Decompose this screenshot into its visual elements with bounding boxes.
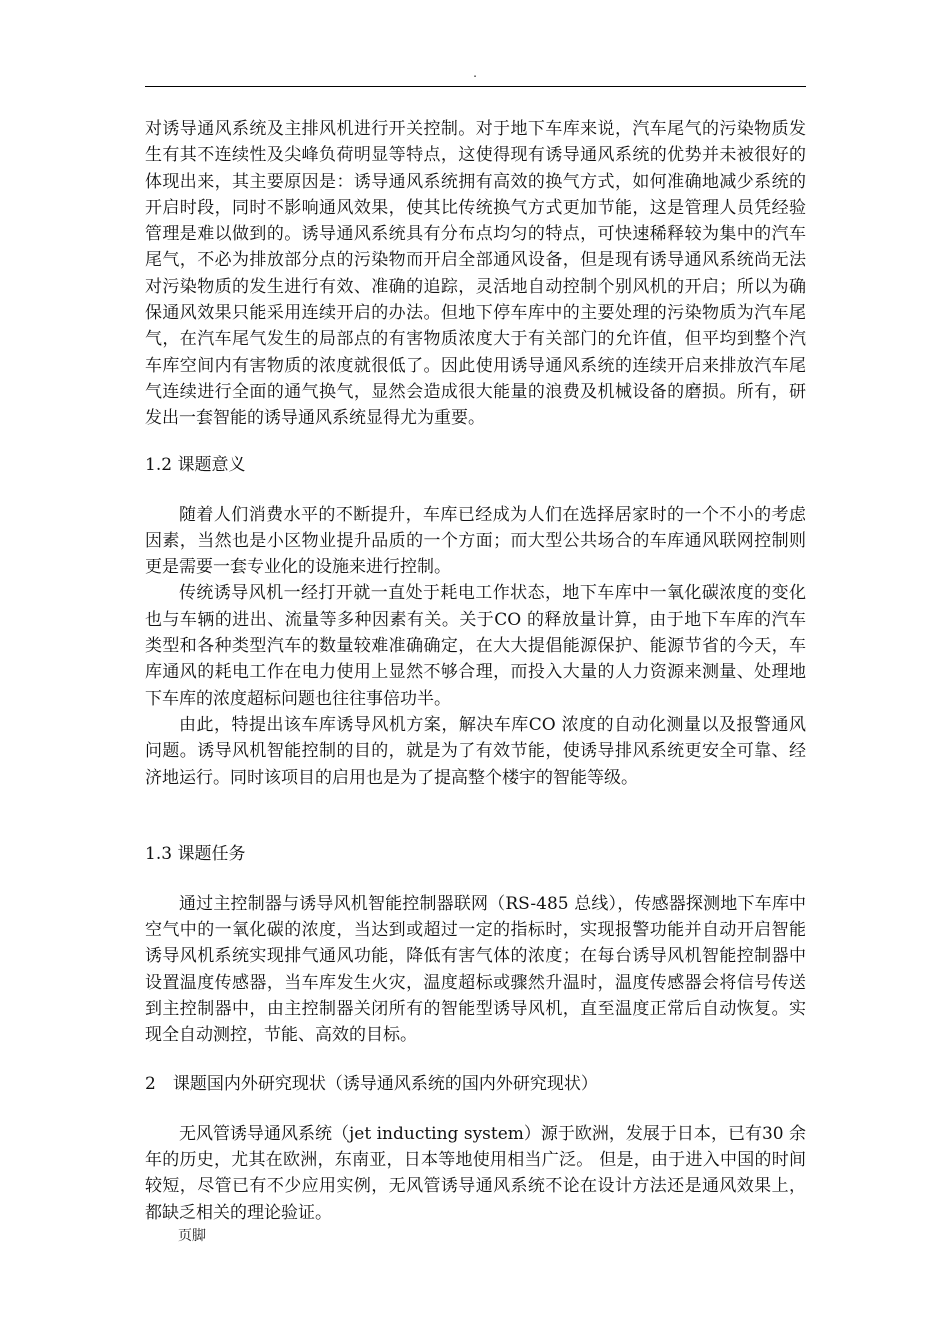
section-2-heading: 2 课题国内外研究现状（诱导通风系统的国内外研究现状）	[145, 1073, 598, 1094]
section-1-3-paragraph: 通过主控制器与诱导风机智能控制器联网（RS-485 总线），传感器探测地下车库中空气中的一氧化碳的浓度，当达到或超过一定的指标时，实现报警功能并自动开启智能诱导风机系统实现排气通风功能，降低有害气体的浓度；在每台诱导风机智能控制器中设置温度传感器，当车库发生火灾，温度超标或骤然升温时，温度传感器会将信号传送到主控制器中，由主控制器关闭所有的智能型诱导风机，直至温度正常后自动恢复。实现全自动测控，节能、高效的目标。	[145, 893, 806, 1046]
intro-paragraph: 对诱导通风系统及主排风机进行开关控制。对于地下车库来说，汽车尾气的污染物质发生有其不连续性及尖峰负荷明显等特点，这使得现有诱导通风系统的优势并未被很好的体现出来，其主要原因是：诱导通风系统拥有高效的换气方式，如何准确地减少系统的开启时段，同时不影响通风效果，使其比传统换气方式更加节能，这是管理人员凭经验管理是难以做到的。诱导通风系统具有分布点均匀的特点，可快速稀释较为集中的汽车尾气，不必为排放部分点的污染物而开启全部通风设备，但是现有诱导通风系统尚无法对污染物质的发生进行有效、准确的追踪，灵活地自动控制个别风机的开启；所以为确保通风效果只能采用连续开启的办法。但地下停车库中的主要处理的污染物质为汽车尾气，在汽车尾气发生的局部点的有害物质浓度大于有关部门的允许值，但平均到整个汽车库空间内有害物质的浓度就很低了。因此使用诱导通风系统的连续开启来排放汽车尾气连续进行全面的通气换气，显然会造成很大能量的浪费及机械设备的磨损。所有，研发出一套智能的诱导通风系统显得尤为重要。	[145, 119, 806, 429]
section-2-paragraph: 无风管诱导通风系统（jet inducting system）源于欧洲，发展于日本，已有30 余年的历史，尤其在欧洲，东南亚，日本等地使用相当广泛。 但是，由于进入中国的时间较短，尽管已有不少应用实例，无风管诱导通风系统不论在设计方法还是通风效果上，都缺乏相关的理论验证。	[145, 1123, 806, 1223]
section-1-2-paragraph-2: 传统诱导风机一经打开就一直处于耗电工作状态，地下车库中一氧化碳浓度的变化也与车辆的进出、流量等多种因素有关。关于CO 的释放量计算，由于地下车库的汽车类型和各种类型汽车的数量较难准确确定，在大大提倡能源保护、能源节省的今天，车库通风的耗电工作在电力使用上显然不够合理，而投入大量的人力资源来测量、处理地下车库的浓度超标问题也往往事倍功半。	[145, 583, 806, 709]
section-1-2-paragraph-3: 由此，特提出该车库诱导风机方案，解决车库CO 浓度的自动化测量以及报警通风问题。诱导风机智能控制的目的，就是为了有效节能，使诱导排风系统更安全可靠、经济地运行。同时该项目的启用也是为了提高整个楼宇的智能等级。	[145, 714, 806, 788]
document-body	[145, 116, 806, 1226]
header-rule	[145, 86, 806, 87]
section-1-3-heading: 1.3 课题任务	[145, 843, 246, 864]
section-1-2-paragraph-1: 随着人们消费水平的不断提升，车库已经成为人们在选择居家时的一个不小的考虑因素，当然也是小区物业提升品质的一个方面；而大型公共场合的车库通风联网控制则更是需要一套专业化的设施来进行控制。	[145, 504, 806, 578]
header-mark: .	[473, 66, 477, 80]
page-footer: 页脚	[178, 1228, 206, 1244]
section-1-2-heading: 1.2 课题意义	[145, 454, 246, 475]
